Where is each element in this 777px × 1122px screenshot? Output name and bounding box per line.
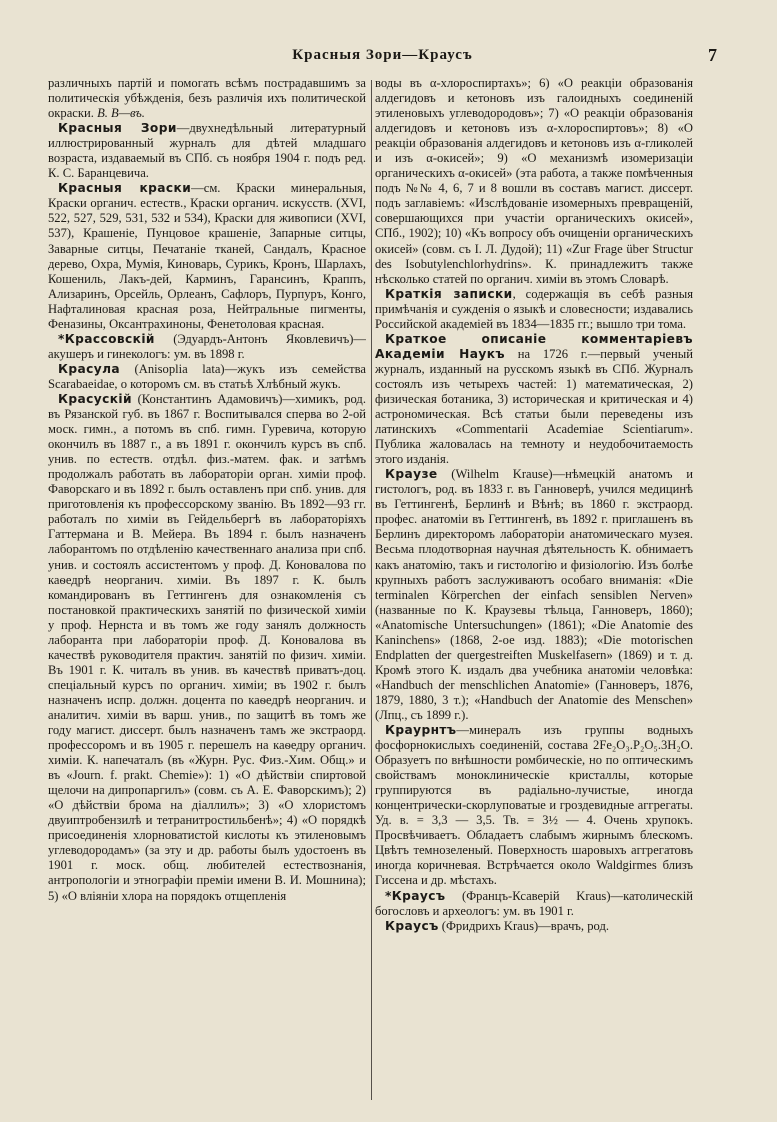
entry-text: различныхъ партій и помогать всѣмъ пострадавшимъ за политическія убѣжденія, безъ различія ихъ политической окраски. <box>48 76 366 121</box>
entry-text: (Фридрихъ Kraus)—врачъ, род. <box>438 918 610 933</box>
article-entry <box>375 467 693 723</box>
entry-headword: *Краусъ <box>385 888 446 903</box>
article-entry <box>375 332 693 467</box>
article-entry <box>48 392 366 904</box>
entry-text: (Францъ-Ксаверій Kraus)—католическій богословъ и археологъ: ум. въ 1901 г. <box>375 888 693 918</box>
entry-text: , содержащія въ себѣ разныя примѣчанія и сужденія о языкѣ и словесности; издавались Российской академіей въ 1834—1835 гг.; вышло три тома. <box>375 286 693 331</box>
left-column <box>48 76 366 1106</box>
entry-text: (Wilhelm Krause)—нѣмецкій анатомъ и гистологъ, род. въ 1833 г. въ Ганноверѣ, учился медицинѣ въ Геттингенѣ, Берлинѣ и Вѣнѣ; въ 1860 г. экстраорд. профес. анатоміи въ Геттингенѣ, въ 1892 г. приглашенъ въ Берлинъ директоромъ лабораторіи анатомическаго музея. Весьма плодотворная научная дѣятельность К. обнимаетъ какъ анатомію, такъ и гистологію и физіологію. Изъ болѣе крупныхъ работъ заслуживаютъ особаго вниманія: «Die terminalen Körperchen der einfach sensiblen Nerven» (названные по К. Краузевы тѣльца, Ганноверъ, 1860); «Anatomische Untersuchungen» (1861); «Die Anatomie des Kaninchens» (1868, 2-ое изд. 1883); «Die motorischen Endplatten der quergestreiften Muskelfasern» (1869) и т. д. Кромѣ этого К. издалъ два учебника анатоміи человѣка: «Handbuch der menschlichen Anatomie» (Ганноверъ, 1876, 1879, 1880, 3 т.); «Handbuch der Anatomie des Menschen» (Лпц., съ 1899 г.). <box>375 467 693 722</box>
author-signature: В. В—въ. <box>97 106 145 121</box>
article-entry <box>375 287 693 332</box>
entry-text: —см. Краски минеральныя, Краски органич. естеств., Краски органич. искусств. (XVI, 522, 527, 529, 531, 532 и 534), Краски для живописи (XVI, 537), Крашеніе, Пунцовое крашеніе, Запарные ситцы, Заварные ситцы, Печатаніе тканей, Сандалъ, Красное дерево, Охра, Мумія, Киноварь, Сурикъ, Кронъ, Шарлахъ, Кошениль, Лакъ-дей, Карминъ, Гарансинъ, Краппъ, Ализаринъ, Орсейль, Орлеанъ, Сафлоръ, Пурпуръ, Конго, Нафталиновая красная роза, Нейтральные пигменты, Феназины, Оксантрахиноны, Фенетоловая красная. <box>48 181 366 331</box>
entry-headword: *Крассовскій <box>58 331 155 346</box>
entry-headword: Красускій <box>58 391 132 406</box>
entry-headword: Красныя краски <box>58 181 192 196</box>
entry-text: —минералъ изъ группы водныхъ фосфорнокислыхъ соединеній, состава 2Fe₂O₃.P₂O₅.3H₂O. Образуетъ по внѣшности ромбическіе, но по оптическимъ свойствамъ моноклиническіе кристаллы, которые группируются въ радіально-лучистые, иногда концентрически-скорлуповатые и гроздевидные аггрегаты. Уд. в. = 3,3 — 3,5. Тв. = 3½ — 4. Очень хрупокъ. Просвѣчиваетъ. Обладаетъ слабымъ жирнымъ блескомъ. Цвѣтъ темнозеленый. Поверхность шаровыхъ аггрегатовъ иногда коричневая. Встрѣчается около Waldgirmes близъ Гиссена и др. мѣстахъ. <box>375 723 693 888</box>
entry-text: воды въ α-хлороспиртахъ»; 6) «О реакціи образованія алдегидовъ и кетоновъ изъ галоидныхъ соединеній этиленовыхъ углеводородовъ»; 7) «О реакціи образованія алдегидовъ и кетоновъ изъ α-хлороспиртовъ»; 8) «О реакціи образованія алдегидовъ и кетоновъ изъ α-гликолей и изъ α-окисей»; 9) «О механизмѣ изомеризаціи органическихъ α-окисей» (эта работа, а также помѣченныя подъ №№ 4, 6, 7 и 8 вошли въ составъ магист. диссерт. подъ заглавіемъ: «Изслѣдованіе изомерныхъ превращеній, совершающихся при участіи органическихъ окисей», СПб., 1902); 10) «Къ вопросу объ очищеніи органическихъ окисей» (совм. съ I. Л. Дудой); 11) «Zur Frage über Structur des Isobutylenchlorhydrins». К. принадлежитъ также нѣсколько статей по органич. химіи въ этомъ Словарѣ. <box>375 76 693 286</box>
running-head: Красныя Зори—Краусъ <box>292 46 473 63</box>
article-entry <box>48 76 366 121</box>
entry-headword: Красныя Зори <box>58 121 177 136</box>
entry-headword: Краткое описаніе комментаріевъ Академіи Наукъ <box>375 331 693 361</box>
article-entry <box>48 362 366 392</box>
entry-text: (Константинъ Адамовичъ)—химикъ, род. въ Рязанской губ. въ 1867 г. Воспитывался сперва во 2-ой моск. гимн., а потомъ въ спб. гимн. Гуревича, которую окончилъ въ 1887 г., а въ 1891 г. окончилъ курсъ въ спб. унив. по естеств. отдѣл. физ.-матем. фак. и затѣмъ продолжалъ работать въ лабораторіи орган. химіи проф. Фаворскаго и въ 1892 г. былъ оставленъ при спб. унив. для приготовленія къ профессорскому званію. Въ 1892—93 гг. работалъ по химіи въ Гейдельбергѣ въ лабораторіяхъ Гаттермана и В. Мейера. Въ 1894 г. былъ назначенъ лаборантомъ по отдѣленію качественнаго анализа при спб. унив. и состоялъ ассистентомъ у проф. Д. Коновалова по каѳедрѣ неорганич. химіи. Въ 1897 г. К. былъ командированъ въ Геттингенъ для ознакомленія съ постановкой практическихъ занятій по физической химіи у проф. Нернста и въ томъ же году занялъ должность лаборанта при лабораторіи проф. Д. Коновалова въ качествѣ руководителя практич. занятій по физич. химіи. Въ 1901 г. К. читалъ въ унив. въ качествѣ приватъ-доц. спеціальный курсъ по органич. химіи; въ 1902 г. былъ назначенъ испр. должн. доцента по каѳедрѣ неорганич. и аналитич. химіи въ варш. унив., по защитѣ въ томъ же году магист. диссерт. былъ назначенъ тамъ же экстраорд. профессоромъ и въ 1905 г. перешелъ на каѳедру органич. химіи. К. напечаталъ (въ «Журн. Рус. Физ.-Хим. Общ.» и въ «Journ. f. prakt. Chemie»): 1) «О дѣйствіи спиртовой щелочи на дипропаргилъ» (совм. съ А. Е. Фаворскимъ); 2) «О дѣйствіи брома на діаллилъ»; 3) «О хлористомъ двуиптробензилѣ и тетранитростильбенѣ»; 4) «О порядкѣ присоединенія хлорноватистой кислоты къ этиленовымъ углеводородамъ» (за эту и др. работы былъ удостоенъ въ 1901 г. моск. общ. любителей естествознанія, антропологіи и этнографіи преміи имени В. И. Мошнина); 5) «О вліяніи хлора на порядокъ отщепленія <box>48 391 366 903</box>
entry-text: (Anisoplia lata)—жукъ изъ семейства Scarabaeidae, о которомъ см. въ статьѣ Хлѣбный жукъ. <box>48 361 366 391</box>
entry-headword: Краусъ <box>385 918 439 933</box>
article-entry <box>48 332 366 362</box>
entry-text: —двухнедѣльный литературный иллюстрированный журналъ для дѣтей младшаго возраста, издаваемый въ СПб. съ ноября 1904 г. подъ ред. К. С. Баранцевича. <box>48 121 366 181</box>
article-entry <box>375 76 693 287</box>
entry-text: (Эдуардъ-Антонъ Яковлевичъ)—акушеръ и гинекологъ: ум. въ 1898 г. <box>48 331 366 361</box>
column-divider <box>371 80 372 1100</box>
article-entry <box>48 181 366 331</box>
entry-headword: Красула <box>58 361 121 376</box>
page-number: 7 <box>708 44 717 65</box>
page-header <box>48 40 717 70</box>
entry-headword: Краткія записки <box>385 286 513 301</box>
article-entry <box>375 723 693 889</box>
entry-text: на 1726 г.—первый ученый журналъ, изданный на русскомъ языкѣ въ СПб. Журналъ состоялъ изъ четырехъ частей: 1) математическая, 2) физическая ботаника, 3) историческая и критическая и 4) астрономическая. Всѣ статьи были переведены изъ латинскихъ «Commentarii Academiae Scientiarum». Публика жаловалась на темноту и неудобочитаемость этого изданія. <box>375 346 693 467</box>
entry-headword: Краузе <box>385 467 438 482</box>
article-entry <box>48 121 366 181</box>
article-entry <box>375 919 693 934</box>
entry-headword: Краурнтъ <box>385 723 457 738</box>
article-entry <box>375 889 693 919</box>
right-column <box>375 76 693 1106</box>
